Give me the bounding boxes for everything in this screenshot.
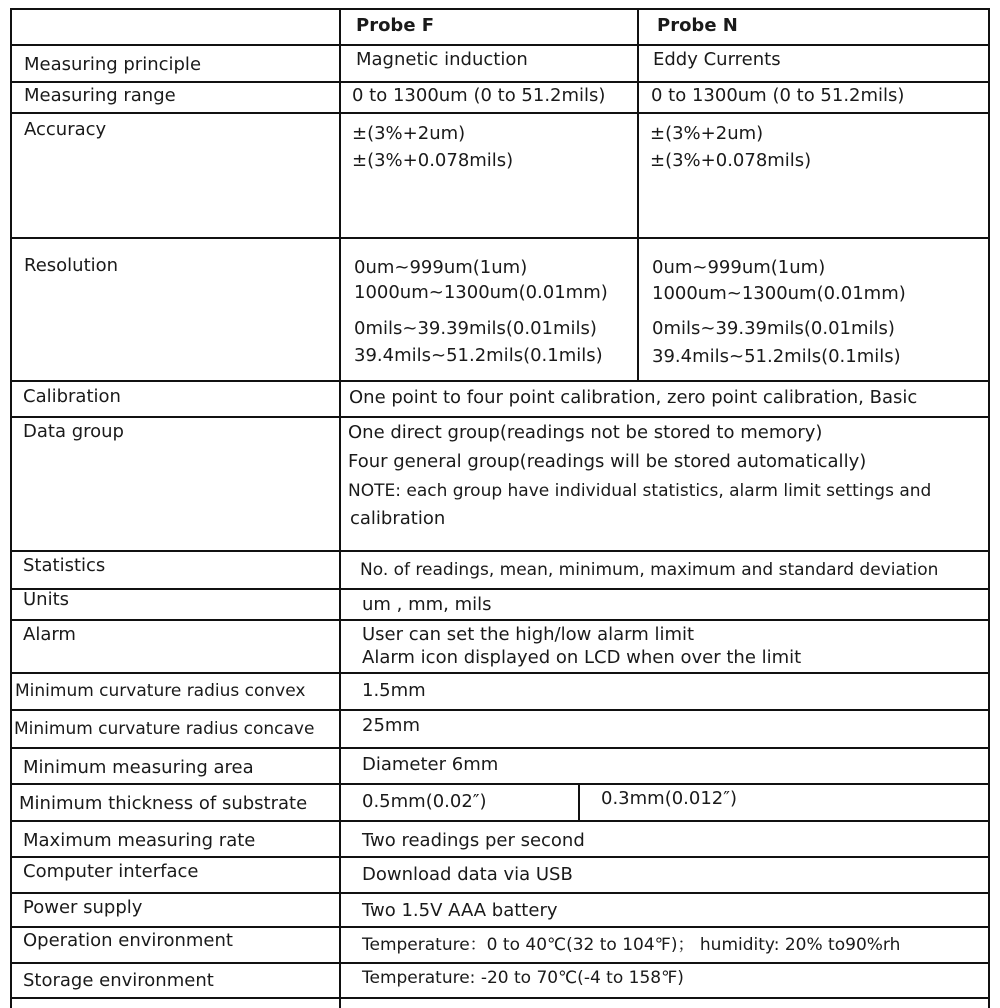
power-supply-value: Two 1.5V AAA battery [362, 900, 558, 921]
min-radius-convex-label: Minimum curvature radius convex [15, 681, 306, 701]
statistics-value: No. of readings, mean, minimum, maximum and standard deviation [360, 560, 939, 580]
resolution-label: Resolution [24, 255, 119, 276]
min-radius-concave-label: Minimum curvature radius concave [14, 719, 315, 739]
measuring-principle-n: Eddy Currents [653, 49, 781, 70]
measuring-principle-f: Magnetic induction [356, 49, 528, 70]
operation-env-label: Operation environment [23, 930, 233, 951]
row-divider [10, 672, 990, 674]
row-divider [10, 8, 990, 10]
row-divider [10, 588, 990, 590]
row-divider [10, 856, 990, 858]
row-divider [10, 81, 990, 83]
row-divider [10, 709, 990, 711]
storage-env-value: Temperature: -20 to 70℃(-4 to 158℉) [362, 968, 684, 988]
min-area-label: Minimum measuring area [23, 757, 254, 778]
row-divider [10, 112, 990, 114]
row-divider [10, 619, 990, 621]
calibration-label: Calibration [23, 386, 121, 407]
row-divider [10, 237, 990, 239]
accuracy-label: Accuracy [24, 119, 107, 140]
alarm-line1: User can set the high/low alarm limit [362, 624, 695, 645]
row-divider [10, 550, 990, 552]
alarm-label: Alarm [23, 624, 76, 645]
row-divider [10, 416, 990, 418]
resolution-n-line3: 0mils~39.39mils(0.01mils) [652, 318, 895, 339]
storage-env-label: Storage environment [23, 970, 214, 991]
data-group-line4: calibration [350, 508, 446, 529]
resolution-n-line2: 1000um~1300um(0.01mm) [652, 283, 906, 304]
row-divider [10, 783, 990, 785]
measuring-range-n: 0 to 1300um (0 to 51.2mils) [651, 85, 905, 106]
computer-interface-value: Download data via USB [362, 864, 573, 885]
column-divider [637, 8, 639, 381]
data-group-line3: NOTE: each group have individual statistics, alarm limit settings and [348, 481, 932, 501]
resolution-n-line1: 0um~999um(1um) [652, 257, 826, 278]
column-divider [578, 783, 580, 821]
computer-interface-label: Computer interface [23, 861, 199, 882]
min-substrate-n: 0.3mm(0.012″) [601, 788, 737, 809]
row-divider [10, 926, 990, 928]
measuring-range-f: 0 to 1300um (0 to 51.2mils) [352, 85, 606, 106]
column-divider [988, 8, 990, 1008]
row-divider [10, 820, 990, 822]
resolution-f-line3: 0mils~39.39mils(0.01mils) [354, 318, 597, 339]
accuracy-n-line2: ±(3%+0.078mils) [650, 150, 812, 171]
specification-table [10, 8, 990, 1008]
units-value: um , mm, mils [362, 594, 492, 615]
column-divider [339, 8, 341, 1008]
statistics-label: Statistics [23, 555, 106, 576]
accuracy-f-line1: ±(3%+2um) [352, 123, 466, 144]
row-divider [10, 44, 990, 46]
min-substrate-f: 0.5mm(0.02″) [362, 791, 487, 812]
measuring-principle-label: Measuring principle [24, 54, 202, 75]
measuring-range-label: Measuring range [24, 85, 176, 106]
accuracy-f-line2: ±(3%+0.078mils) [352, 150, 514, 171]
max-rate-label: Maximum measuring rate [23, 830, 256, 851]
operation-env-value: Temperature：0 to 40℃(32 to 104℉)； humidity: 20% to90%rh [362, 935, 901, 955]
row-divider [10, 962, 990, 964]
resolution-f-line4: 39.4mils~51.2mils(0.1mils) [354, 345, 603, 366]
data-group-line2: Four general group(readings will be stored automatically) [348, 451, 867, 472]
row-divider [10, 997, 990, 999]
accuracy-n-line1: ±(3%+2um) [650, 123, 764, 144]
alarm-line2: Alarm icon displayed on LCD when over the limit [362, 647, 802, 668]
resolution-n-line4: 39.4mils~51.2mils(0.1mils) [652, 346, 901, 367]
power-supply-label: Power supply [23, 897, 143, 918]
row-divider [10, 747, 990, 749]
units-label: Units [23, 589, 70, 610]
resolution-f-line1: 0um~999um(1um) [354, 257, 528, 278]
min-radius-convex-value: 1.5mm [362, 680, 426, 701]
data-group-label: Data group [23, 421, 124, 442]
probe-n-header: Probe N [657, 15, 738, 36]
column-divider [10, 8, 12, 1008]
row-divider [10, 892, 990, 894]
probe-f-header: Probe F [356, 15, 435, 36]
max-rate-value: Two readings per second [362, 830, 585, 851]
resolution-f-line2: 1000um~1300um(0.01mm) [354, 282, 608, 303]
row-divider [10, 380, 990, 382]
calibration-value: One point to four point calibration, zero point calibration, Basic [349, 387, 918, 408]
min-radius-concave-value: 25mm [362, 715, 420, 736]
min-area-value: Diameter 6mm [362, 754, 499, 775]
min-substrate-label: Minimum thickness of substrate [19, 793, 308, 814]
data-group-line1: One direct group(readings not be stored to memory) [348, 422, 823, 443]
